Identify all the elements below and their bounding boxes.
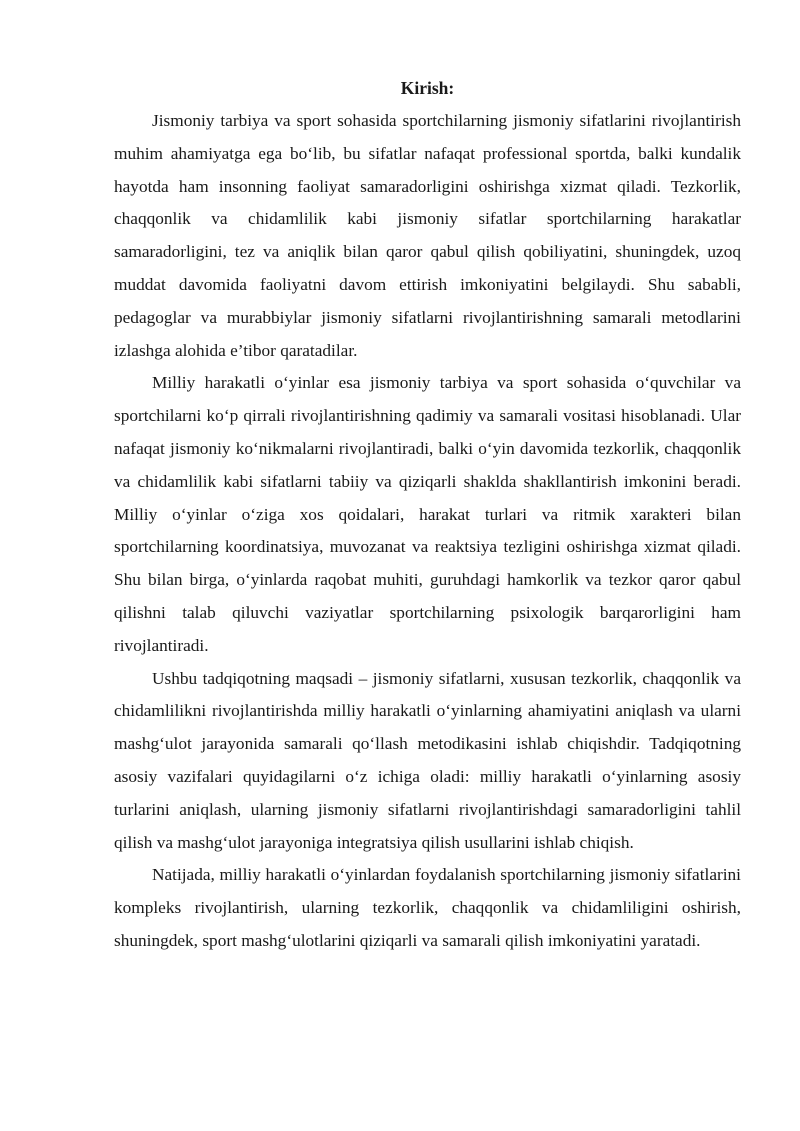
section-heading: Kirish:: [400, 78, 455, 98]
body-text: [114, 105, 741, 958]
paragraph-national-games: Milliy harakatli o‘yinlar esa jismoniy tarbiya va sport sohasida o‘quvchilar va sportchilarni ko‘p qirrali rivojlantirishning qadimiy va samarali vositasi hisoblanadi. Ular nafaqat jismoniy ko‘nikmalarni rivojlantiradi, balki o‘yin davomida tezkorlik, chaqqonlik va chidamlilik kabi sifatlarni tabiiy va qiziqarli shaklda shakllantirish imkonini beradi. Milliy o‘yinlar o‘ziga xos qoidalari, harakat turlari va ritmik xarakteri bilan sportchilarning koordinatsiya, muvozanat va reaktsiya tezligini oshirishga xizmat qiladi. Shu bilan birga, o‘yinlarda raqobat muhiti, guruhdagi hamkorlik va tezkor qaror qabul qilishni talab qiluvchi vaziyatlar sportchilarning psixologik barqarorligini ham rivojlantiradi.: [114, 373, 741, 655]
paragraph-intro: Jismoniy tarbiya va sport sohasida sportchilarning jismoniy sifatlarini rivojlantirish muhim ahamiyatga ega bo‘lib, bu sifatlar nafaqat professional sportda, balki kundalik hayotda ham insonning faoliyat samaradorligini oshirishga xizmat qiladi. Tezkorlik, chaqqonlik va chidamlilik kabi jismoniy sifatlar sportchilarning harakatlar samaradorligini, tez va aniqlik bilan qaror qabul qilish qobiliyatini, shuningdek, uzoq muddat davomida faoliyatni davom ettirish imkoniyatini belgilaydi. Shu sababli, pedagoglar va murabbiylar jismoniy sifatlarni rivojlantirishning samarali metodlarini izlashga alohida e’tibor qaratadilar.: [114, 111, 741, 360]
paragraph-research-goal: Ushbu tadqiqotning maqsadi – jismoniy sifatlarni, xususan tezkorlik, chaqqonlik va chidamlilikni rivojlantirishda milliy harakatli o‘yinlarning ahamiyatini aniqlash va ularni mashg‘ulot jarayonida samarali qo‘llash metodikasini ishlab chiqishdir. Tadqiqotning asosiy vazifalari quyidagilarni o‘z ichiga oladi: milliy harakatli o‘yinlarning asosiy turlarini aniqlash, ularning jismoniy sifatlarni rivojlantirishdagi samaradorligini tahlil qilish va mashg‘ulot jarayoniga integratsiya qilish usullarini ishlab chiqish.: [114, 668, 741, 852]
paragraph-conclusion: Natijada, milliy harakatli o‘yinlardan foydalanish sportchilarning jismoniy sifatlarini kompleks rivojlantirish, ularning tezkorlik, chaqqonlik va chidamliligini oshirish, shuningdek, sport mashg‘ulotlarini qiziqarli va samarali qilish imkoniyatini yaratadi.: [114, 865, 741, 950]
